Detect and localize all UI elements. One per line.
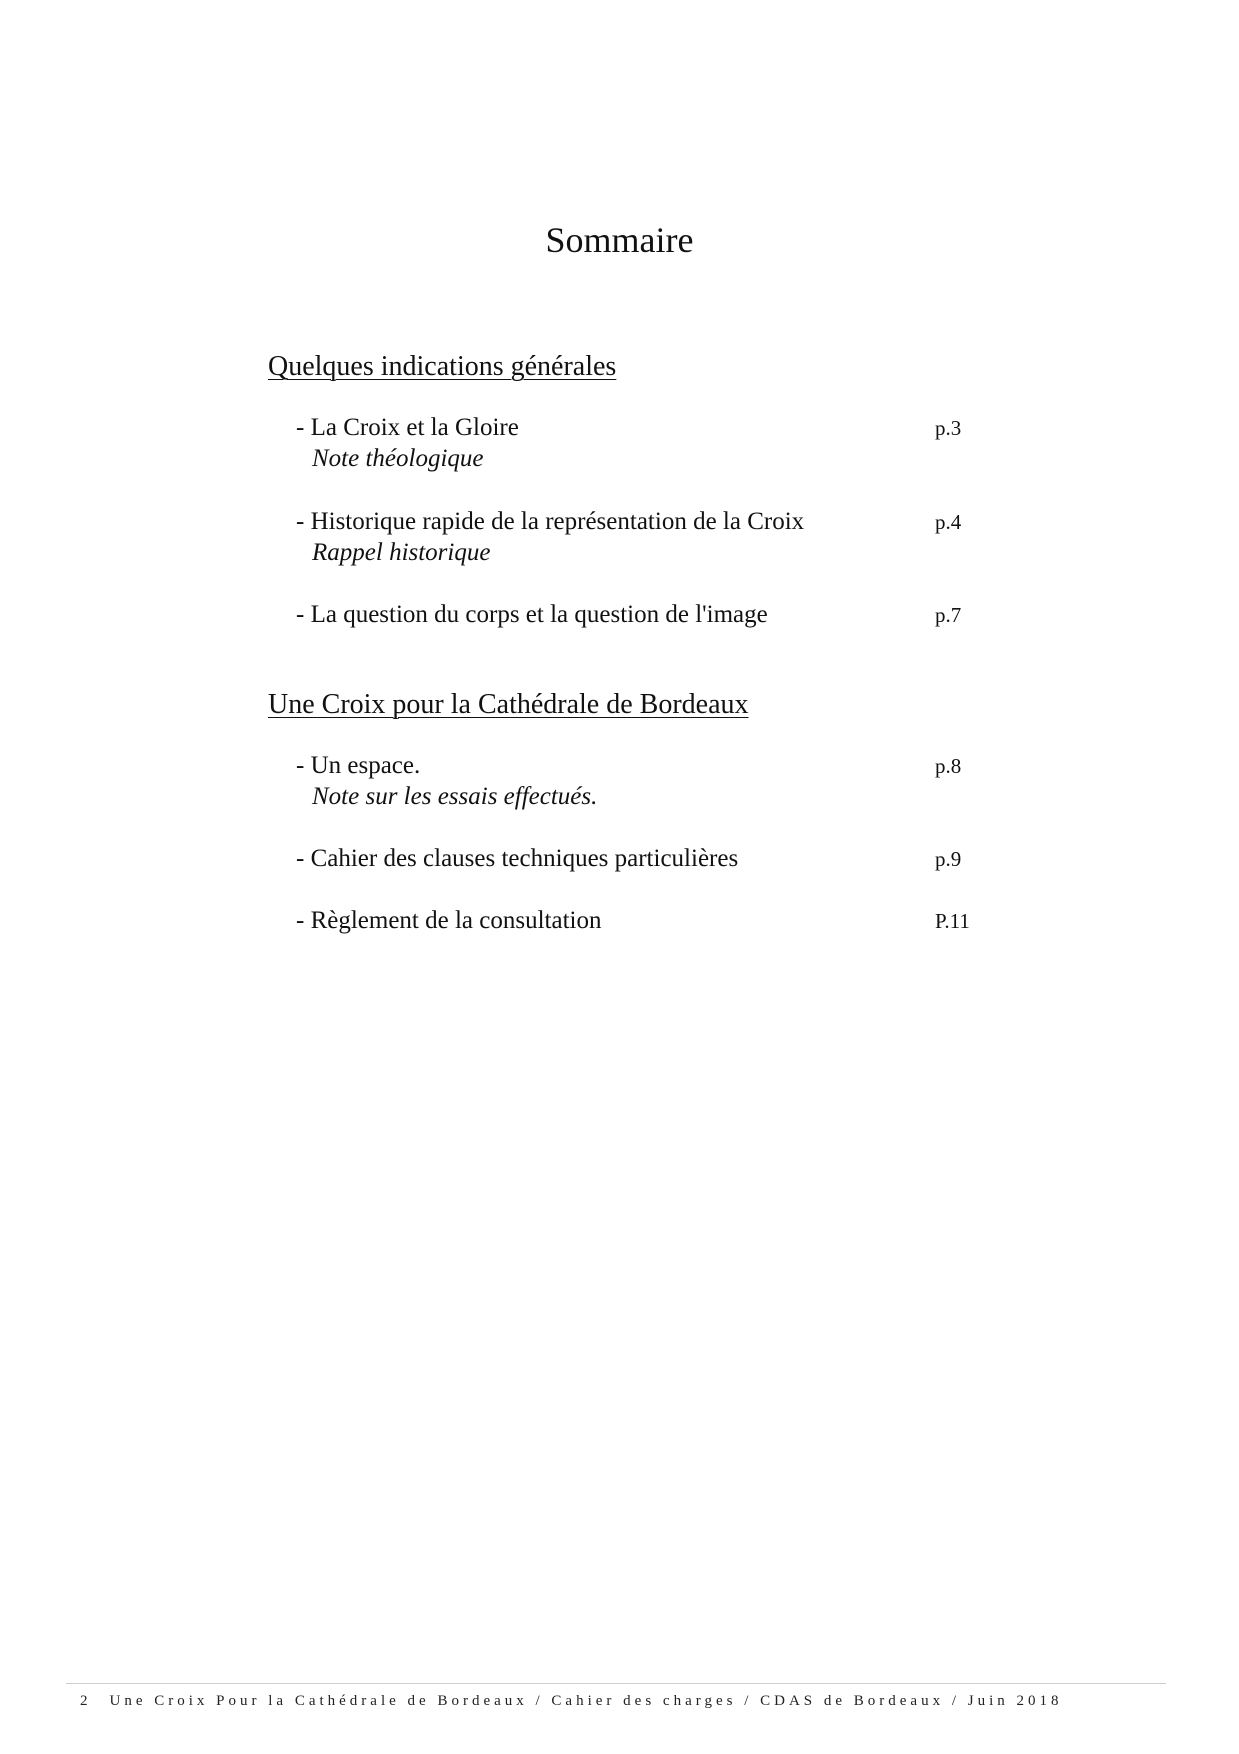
section-heading-bordeaux: Une Croix pour la Cathédrale de Bordeaux: [268, 689, 749, 720]
footer-text: Une Croix Pour la Cathédrale de Bordeaux / Cahier des charges / CDAS de Bordeaux / Juin 2018: [109, 1693, 1063, 1709]
footer-page-number: 2: [80, 1693, 92, 1709]
toc-entry-subtitle-historique: Rappel historique: [312, 539, 491, 566]
toc-entry-title-espace: - Un espace.: [296, 752, 421, 779]
toc-entry-page-corps-image: p.7: [935, 603, 962, 627]
toc-entry-page-reglement: P.11: [935, 909, 970, 933]
footer-divider: [66, 1683, 1166, 1684]
toc-entry-page-croix-gloire: p.3: [935, 416, 962, 440]
toc-entry-title-reglement: - Règlement de la consultation: [296, 907, 602, 934]
toc-entry-title-cahier-clauses: - Cahier des clauses techniques particulières: [296, 845, 739, 872]
section-heading-general: Quelques indications générales: [268, 351, 617, 382]
toc-entry-subtitle-espace: Note sur les essais effectués.: [312, 783, 598, 810]
toc-entry-subtitle-croix-gloire: Note théologique: [312, 445, 484, 472]
toc-entry-title-historique: - Historique rapide de la représentation de la Croix: [296, 508, 805, 535]
page-footer: [80, 1691, 1063, 1711]
toc-entry-title-croix-gloire: - La Croix et la Gloire: [296, 414, 519, 441]
page-title: Sommaire: [545, 220, 694, 260]
toc-entry-page-historique: p.4: [935, 510, 962, 534]
toc-entry-page-cahier-clauses: p.9: [935, 847, 962, 871]
toc-entry-title-corps-image: - La question du corps et la question de l'image: [296, 601, 768, 628]
toc-entry-page-espace: p.8: [935, 754, 962, 778]
